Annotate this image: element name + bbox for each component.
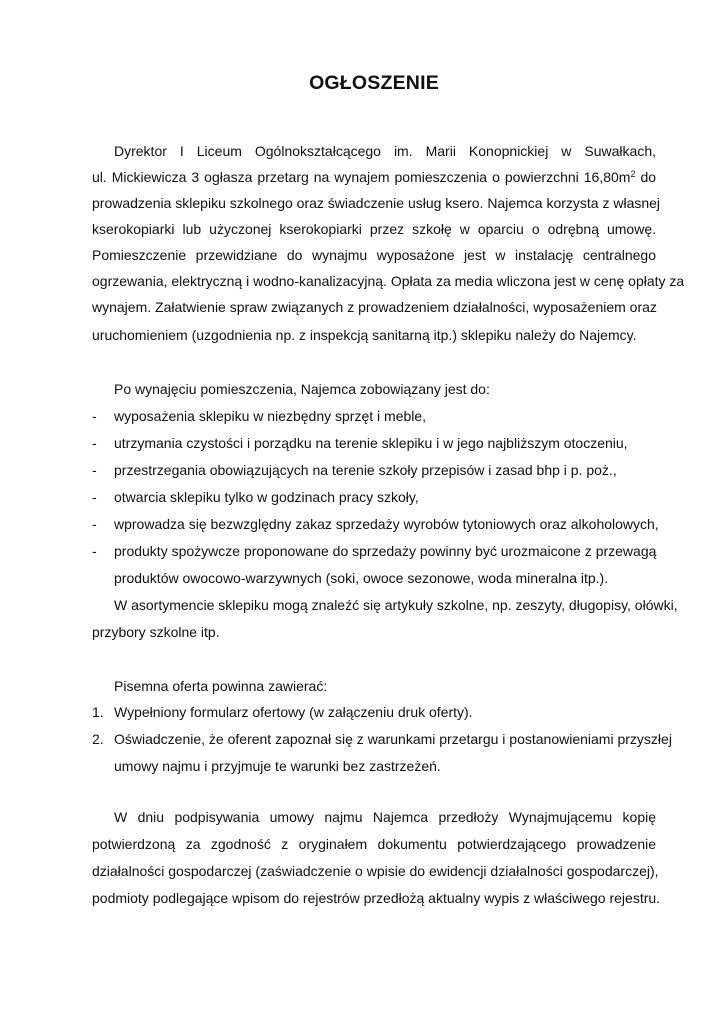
assortment-line: W asortymencie sklepiku mogą znaleźć się artykuły szkolne, np. zeszyty, długopisy, ołówki,	[114, 597, 678, 613]
closing-line: podmioty podlegające wpisom do rejestrów przedłożą aktualny wypis z właściwego rejestru.	[92, 890, 661, 906]
offer-item: Oświadczenie, że oferent zapoznał się z warunkami przetargu i postanowieniami przyszłej	[114, 731, 672, 747]
intro-line-area	[92, 168, 656, 186]
intro-line: Pomieszczenie przewidziane do wynajmu wyposażone jest w instalację centralnego	[92, 247, 656, 263]
offer-item: Wypełniony formularz ofertowy (w załączeniu druk oferty).	[114, 704, 473, 720]
list-item: produkty spożywcze proponowane do sprzedaży powinny być urozmaicone z przewagą	[114, 543, 657, 559]
closing-line: działalności gospodarczej (zaświadczenie o wpisie do ewidencji działalności gospodarczej),	[92, 863, 659, 879]
obligations-intro: Po wynajęciu pomieszczenia, Najemca zobowiązany jest do:	[114, 381, 490, 397]
intro-line: prowadzenia sklepiku szkolnego oraz świadczenie usług ksero. Najemca korzysta z własnej	[92, 195, 661, 211]
intro-line: ogrzewania, elektryczną i wodno-kanalizacyjną. Opłata za media wliczona jest w cenę opłaty za	[92, 273, 685, 289]
offer-item-continuation: umowy najmu i przyjmuje te warunki bez zastrzeżeń.	[114, 758, 441, 774]
intro-line: kserokopiarki lub użyczonej kserokopiarki przez szkołę w oparciu o odrębną umowę.	[92, 221, 656, 237]
offer-intro: Pisemna oferta powinna zawierać:	[114, 678, 328, 694]
list-bullet: -	[92, 408, 97, 424]
list-item: wyposażenia sklepiku w niezbędny sprzęt i meble,	[114, 408, 427, 424]
list-item: utrzymania czystości i porządku na terenie sklepiku i w jego najbliższym otoczeniu,	[114, 435, 628, 451]
list-bullet: -	[92, 435, 97, 451]
closing-line: W dniu podpisywania umowy najmu Najemca przedłoży Wynajmującemu kopię	[114, 809, 656, 825]
assortment-line: przybory szkolne itp.	[92, 624, 220, 640]
list-item: wprowadza się bezwzględny zakaz sprzedaży wyrobów tytoniowych oraz alkoholowych,	[114, 516, 659, 532]
intro-line: wynajem. Załatwienie spraw związanych z prowadzeniem działalności, wyposażeniem oraz	[92, 299, 657, 315]
list-item-continuation: produktów owocowo-warzywnych (soki, owoce sezonowe, woda mineralna itp.).	[114, 570, 609, 586]
list-bullet: -	[92, 462, 97, 478]
intro-line-tail: do	[640, 169, 657, 185]
list-item: przestrzegania obowiązujących na terenie szkoły przepisów i zasad bhp i p. poż.,	[114, 462, 617, 478]
list-bullet: -	[92, 489, 97, 505]
page-title: OGŁOSZENIE	[309, 72, 439, 94]
intro-line: uruchomieniem (uzgodnienia np. z inspekcją sanitarną itp.) sklepiku należy do Najemcy.	[92, 327, 637, 343]
intro-line: Dyrektor I Liceum Ogólnokształcącego im. Marii Konopnickiej w Suwałkach,	[114, 143, 656, 159]
offer-number: 2.	[92, 731, 104, 747]
offer-number: 1.	[92, 704, 104, 720]
intro-line-text: ul. Mickiewicza 3 ogłasza przetarg na wynajem pomieszczenia o powierzchni 16,80m	[92, 169, 631, 185]
area-superscript: 2	[630, 169, 636, 179]
list-bullet: -	[92, 516, 97, 532]
list-item: otwarcia sklepiku tylko w godzinach pracy szkoły,	[114, 489, 419, 505]
closing-line: potwierdzoną za zgodność z oryginałem dokumentu potwierdzającego prowadzenie	[92, 836, 656, 852]
list-bullet: -	[92, 543, 97, 559]
